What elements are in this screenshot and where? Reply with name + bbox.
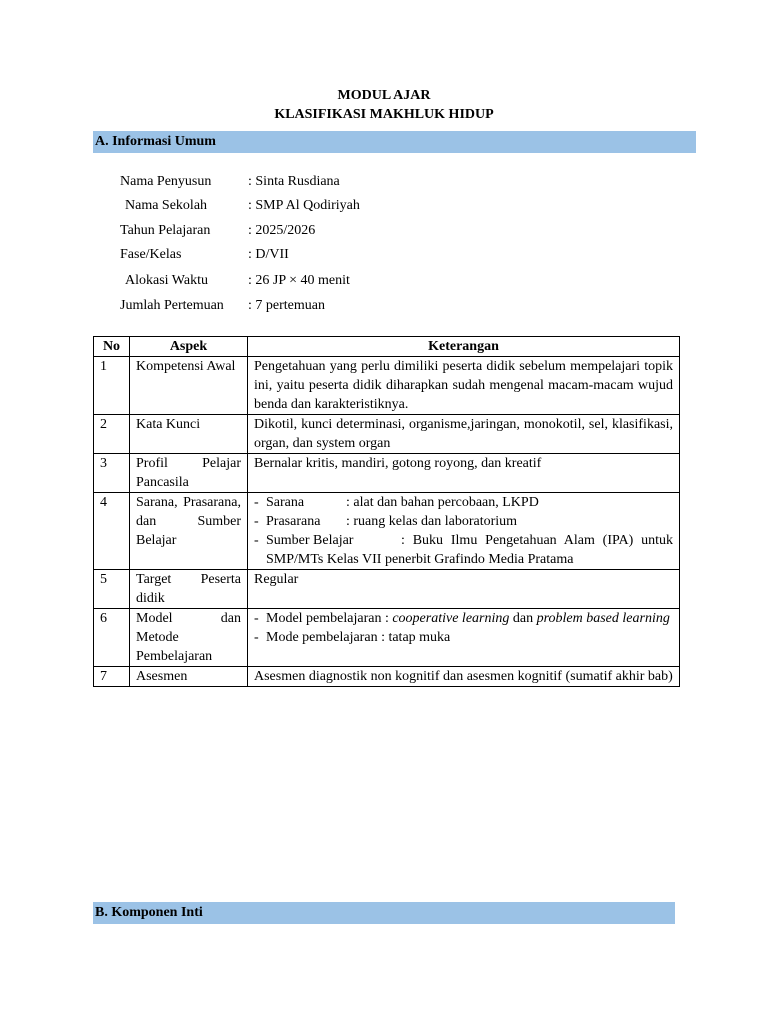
row-keterangan: Bernalar kritis, mandiri, gotong royong, dan kreatif — [248, 454, 680, 493]
bullet-item — [254, 628, 673, 647]
mode-text: Mode pembelajaran : tatap muka — [266, 630, 451, 645]
row-number: 3 — [94, 454, 130, 493]
bullet-label: Sumber Belajar — [266, 533, 354, 548]
bullet-label: Sarana — [266, 495, 305, 510]
info-label: Fase/Kelas — [120, 247, 182, 262]
bullet-dash: - — [254, 495, 259, 510]
info-value: : 7 pertemuan — [248, 298, 325, 313]
row-aspek: Kata Kunci — [130, 415, 248, 454]
info-value: : SMP Al Qodiriyah — [248, 198, 360, 213]
bullet-label: Prasarana — [266, 514, 321, 529]
document-subtitle: KLASIFIKASI MAKHLUK HIDUP — [274, 107, 494, 122]
bullet-dash: - — [254, 533, 259, 548]
info-value: : 26 JP × 40 menit — [248, 273, 350, 288]
model-mid: dan — [509, 611, 537, 626]
row-keterangan: Asesmen diagnostik non kognitif dan asesmen kognitif (sumatif akhir bab) — [248, 667, 680, 687]
row-number: 1 — [94, 357, 130, 415]
table-row — [94, 454, 680, 493]
bullet-value: : alat dan bahan percobaan, LKPD — [346, 495, 539, 510]
column-header-aspek: Aspek — [130, 337, 248, 357]
row-keterangan: Pengetahuan yang perlu dimiliki peserta didik sebelum mempelajari topik ini, yaitu peserta didik diharapkan sudah mengenal macam-macam wujud benda dan karakteristiknya. — [248, 357, 680, 415]
bullet-dash: - — [254, 630, 259, 645]
model-italic-1: cooperative learning — [392, 611, 510, 626]
row-aspek: Profil Pelajar Pancasila — [130, 454, 248, 493]
table-row — [94, 570, 680, 609]
row-keterangan — [248, 493, 680, 570]
bullet-item — [254, 531, 673, 569]
info-label: Jumlah Pertemuan — [120, 298, 224, 313]
row-number: 7 — [94, 667, 130, 687]
document-title: MODUL AJAR — [337, 88, 431, 103]
info-label: Alokasi Waktu — [125, 273, 208, 288]
row-aspek: Asesmen — [130, 667, 248, 687]
bullet-item — [254, 609, 673, 628]
row-keterangan: Regular — [248, 570, 680, 609]
aspek-table — [93, 336, 680, 687]
row-keterangan: Dikotil, kunci determinasi, organisme,jaringan, monokotil, sel, klasifikasi, organ, dan system organ — [248, 415, 680, 454]
section-a-heading: A. Informasi Umum — [93, 131, 696, 153]
column-header-no: No — [94, 337, 130, 357]
bullet-item — [254, 512, 673, 531]
table-row — [94, 609, 680, 667]
model-prefix: Model pembelajaran : — [266, 611, 393, 626]
bullet-dash: - — [254, 514, 259, 529]
bullet-item — [254, 493, 673, 512]
bullet-dash: - — [254, 611, 259, 626]
row-number: 6 — [94, 609, 130, 667]
info-value: : D/VII — [248, 247, 289, 262]
info-value: : Sinta Rusdiana — [248, 174, 340, 189]
table-row — [94, 493, 680, 570]
row-aspek: Target Peserta didik — [130, 570, 248, 609]
table-header-row — [94, 337, 680, 357]
table-row — [94, 415, 680, 454]
bullet-value: : ruang kelas dan laboratorium — [346, 514, 518, 529]
bullet-value: : Buku Ilmu Pengetahuan Alam (IPA) untuk SMP/MTs Kelas VII penerbit Grafindo Media Pratama — [266, 533, 673, 567]
info-label: Nama Penyusun — [120, 174, 212, 189]
table-row — [94, 667, 680, 687]
model-italic-2: problem based learning — [536, 611, 670, 626]
info-label: Nama Sekolah — [125, 198, 208, 213]
row-keterangan — [248, 609, 680, 667]
row-number: 2 — [94, 415, 130, 454]
row-number: 5 — [94, 570, 130, 609]
table-row — [94, 357, 680, 415]
section-b-heading: B. Komponen Inti — [93, 902, 675, 924]
row-number: 4 — [94, 493, 130, 570]
info-value: : 2025/2026 — [248, 223, 316, 238]
info-label: Tahun Pelajaran — [120, 223, 211, 238]
row-aspek: Model dan Metode Pembelajaran — [130, 609, 248, 667]
column-header-keterangan: Keterangan — [248, 337, 680, 357]
row-aspek: Sarana, Prasarana, dan Sumber Belajar — [130, 493, 248, 570]
row-aspek: Kompetensi Awal — [130, 357, 248, 415]
